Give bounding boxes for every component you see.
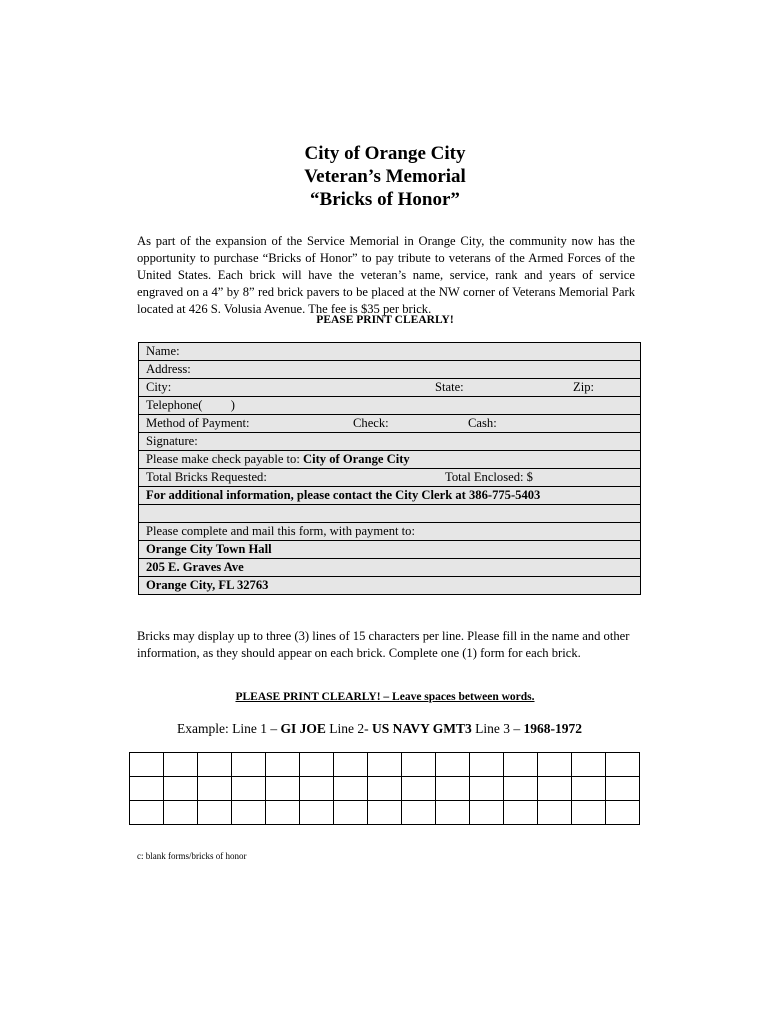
brick-character-cell[interactable] (436, 753, 470, 777)
footer-note: c: blank forms/bricks of honor (137, 851, 247, 861)
mail-address-line-3: Orange City, FL 32763 (139, 577, 641, 595)
title-line-3: “Bricks of Honor” (310, 189, 460, 210)
brick-character-cell[interactable] (164, 753, 198, 777)
form-row-mail-3 (139, 577, 641, 595)
brick-character-cell[interactable] (266, 777, 300, 801)
example-mid2: Line 3 – (471, 721, 524, 736)
brick-character-cell[interactable] (198, 753, 232, 777)
form-row-mail-2 (139, 559, 641, 577)
brick-character-cell[interactable] (606, 753, 640, 777)
form-row-blank (139, 505, 641, 523)
brick-character-cell[interactable] (130, 801, 164, 825)
telephone-field[interactable]: Telephone( ) (139, 397, 641, 415)
brick-character-cell[interactable] (504, 801, 538, 825)
brick-character-cell[interactable] (334, 753, 368, 777)
brick-character-cell[interactable] (470, 801, 504, 825)
brick-character-cell[interactable] (232, 753, 266, 777)
brick-character-cell[interactable] (436, 777, 470, 801)
brick-line-row (130, 753, 640, 777)
order-form-table (138, 342, 641, 595)
zip-field[interactable]: Zip: (573, 380, 594, 394)
brick-character-cell[interactable] (198, 801, 232, 825)
additional-info-text: For additional information, please contact the City Clerk at 386-775-5403 (139, 487, 641, 505)
blank-row (139, 505, 641, 523)
brick-character-cell[interactable] (470, 753, 504, 777)
brick-character-cell[interactable] (232, 801, 266, 825)
brick-character-cell[interactable] (368, 801, 402, 825)
brick-character-cell[interactable] (130, 753, 164, 777)
payment-method-cell[interactable] (139, 415, 641, 433)
totals-cell[interactable] (139, 469, 641, 487)
form-row-telephone[interactable] (139, 397, 641, 415)
form-title (0, 142, 770, 211)
example-line (177, 721, 582, 737)
title-line-1: City of Orange City (304, 143, 466, 164)
form-row-payable (139, 451, 641, 469)
form-row-address[interactable] (139, 361, 641, 379)
example-line3: 1968-1972 (523, 721, 583, 736)
brick-character-cell[interactable] (402, 753, 436, 777)
brick-character-cell[interactable] (164, 777, 198, 801)
brick-character-cell[interactable] (572, 753, 606, 777)
brick-character-cell[interactable] (300, 777, 334, 801)
leave-spaces-notice: PLEASE PRINT CLEARLY! – Leave spaces between words. (235, 691, 535, 703)
state-field[interactable]: State: (435, 380, 464, 394)
brick-character-cell[interactable] (368, 753, 402, 777)
brick-character-cell[interactable] (130, 777, 164, 801)
brick-character-cell[interactable] (198, 777, 232, 801)
city-field[interactable]: City: (146, 380, 172, 394)
intro-paragraph: As part of the expansion of the Service Memorial in Orange City, the community now has the opportunity to purchase “Bricks of Honor” to pay tribute to veterans of the Armed Forces of the United States. Each brick will have the veteran’s name, service, rank and years of service engraved on a 4” by 8” red brick pavers to be placed at the NW corner of Veterans Memorial Park located at 426 S. Volusia Avenue. The fee is $35 per brick. (137, 234, 635, 316)
address-field[interactable]: Address: (139, 361, 641, 379)
example-line1: GI JOE (280, 721, 326, 736)
brick-instructions: Bricks may display up to three (3) lines of 15 characters per line. Please fill in the name and other information, as they should appear on each brick. Complete one (1) form for each brick. (137, 629, 630, 660)
payable-to-cell (139, 451, 641, 469)
brick-character-cell[interactable] (266, 801, 300, 825)
title-line-2: Veteran’s Memorial (304, 166, 466, 187)
mail-address-line-1: Orange City Town Hall (139, 541, 641, 559)
check-option[interactable]: Check: (353, 416, 389, 430)
payable-to-label: Please make check payable to: (146, 452, 304, 466)
form-row-name[interactable] (139, 343, 641, 361)
brick-character-cell[interactable] (402, 801, 436, 825)
mail-instructions-text: Please complete and mail this form, with payment to: (139, 523, 641, 541)
example-line2: US NAVY GMT3 (372, 721, 472, 736)
brick-character-cell[interactable] (538, 753, 572, 777)
brick-character-cell[interactable] (572, 777, 606, 801)
brick-character-cell[interactable] (300, 801, 334, 825)
brick-character-cell[interactable] (504, 777, 538, 801)
brick-character-cell[interactable] (232, 777, 266, 801)
payable-to-value: City of Orange City (303, 452, 410, 466)
brick-character-cell[interactable] (266, 753, 300, 777)
example-prefix: Example: Line 1 – (177, 721, 281, 736)
form-row-mail-1 (139, 541, 641, 559)
brick-character-cell[interactable] (300, 753, 334, 777)
signature-field[interactable]: Signature: (139, 433, 641, 451)
example-mid1: Line 2- (325, 721, 372, 736)
mail-address-line-2: 205 E. Graves Ave (139, 559, 641, 577)
brick-character-cell[interactable] (504, 753, 538, 777)
brick-character-cell[interactable] (334, 801, 368, 825)
city-state-zip-cell[interactable] (139, 379, 641, 397)
total-enclosed-field[interactable]: Total Enclosed: $ (445, 470, 533, 484)
brick-character-cell[interactable] (606, 777, 640, 801)
form-row-totals[interactable] (139, 469, 641, 487)
form-row-mail-instructions (139, 523, 641, 541)
brick-line-row (130, 777, 640, 801)
brick-character-cell[interactable] (606, 801, 640, 825)
total-bricks-field[interactable]: Total Bricks Requested: (146, 470, 267, 484)
brick-character-grid (129, 752, 640, 825)
brick-character-cell[interactable] (402, 777, 436, 801)
brick-character-cell[interactable] (334, 777, 368, 801)
form-row-signature[interactable] (139, 433, 641, 451)
brick-character-cell[interactable] (470, 777, 504, 801)
brick-character-cell[interactable] (368, 777, 402, 801)
print-clearly-notice: PEASE PRINT CLEARLY! (316, 314, 454, 326)
form-row-city[interactable] (139, 379, 641, 397)
brick-character-cell[interactable] (538, 801, 572, 825)
brick-character-cell[interactable] (572, 801, 606, 825)
brick-line-row (130, 801, 640, 825)
form-row-contact (139, 487, 641, 505)
brick-character-cell[interactable] (538, 777, 572, 801)
name-field[interactable]: Name: (139, 343, 641, 361)
brick-character-cell[interactable] (164, 801, 198, 825)
form-row-payment[interactable] (139, 415, 641, 433)
method-of-payment-label: Method of Payment: (146, 416, 250, 430)
brick-character-cell[interactable] (436, 801, 470, 825)
cash-option[interactable]: Cash: (468, 416, 497, 430)
